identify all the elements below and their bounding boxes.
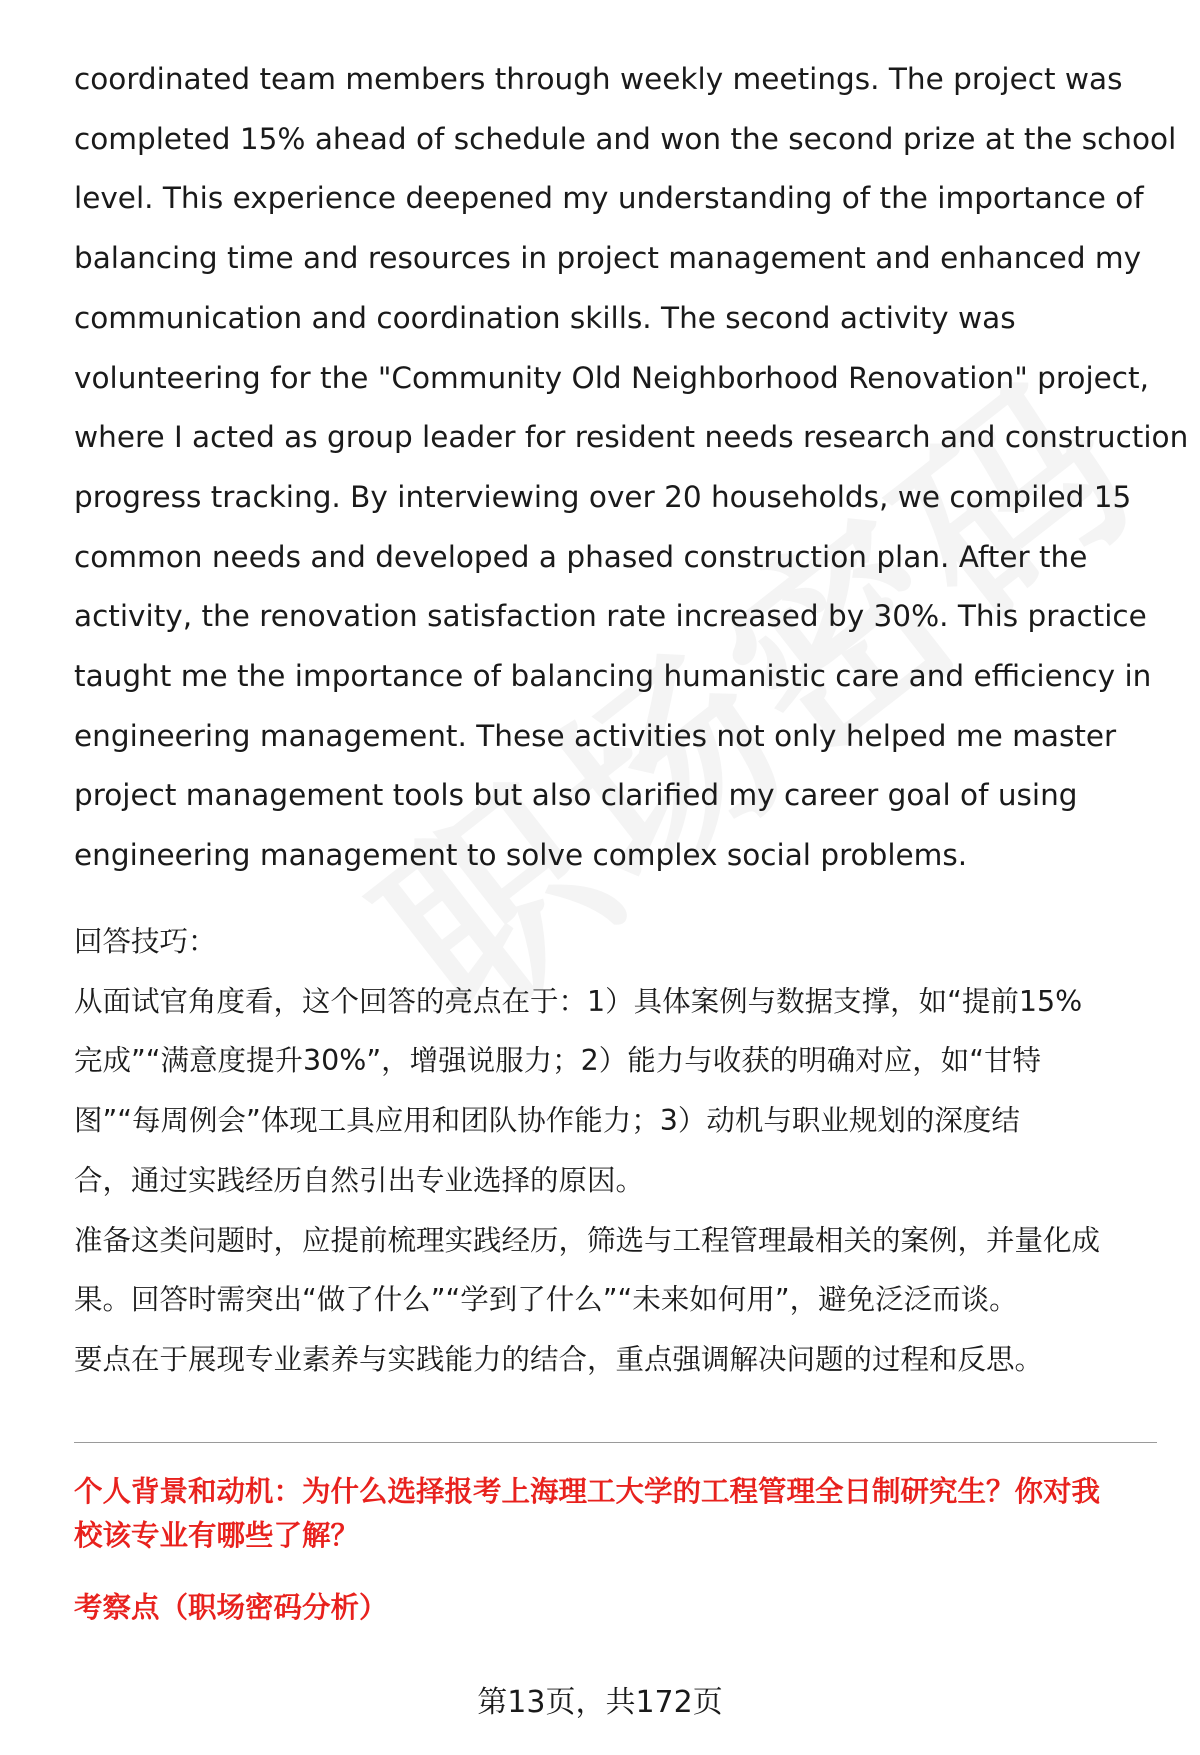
tips-line: 准备这类问题时，应提前梳理实践经历，筛选与工程管理最相关的案例，并量化成 [74,1223,1101,1257]
tips-heading: 回答技巧： [74,925,217,958]
answer-line: completed 15% ahead of schedule and won the second prize at the school [74,121,1177,156]
answer-line: activity, the renovation satisfaction rate increased by 30%. This practice [74,599,1147,634]
tips-line: 从面试官角度看，这个回答的亮点在于：1）具体案例与数据支撑，如“提前15% [74,984,1083,1018]
tips-line: 图”“每周例会”体现工具应用和团队协作能力；3）动机与职业规划的深度结 [74,1104,1020,1138]
answer-line: volunteering for the "Community Old Neighborhood Renovation" project, [74,360,1149,395]
question-heading [74,1470,1164,1558]
answer-line: where I acted as group leader for resident needs research and construction [74,420,1189,455]
answer-line: balancing time and resources in project management and enhanced my [74,241,1142,276]
answer-tips [74,912,1154,1390]
answer-line: progress tracking. By interviewing over 20 households, we compiled 15 [74,479,1132,514]
answer-line: level. This experience deepened my understanding of the importance of [74,181,1144,216]
answer-line: engineering management. These activities not only helped me master [74,718,1117,753]
tips-line: 完成”“满意度提升30%”，增强说服力；2）能力与收获的明确对应，如“甘特 [74,1044,1042,1078]
answer-line: communication and coordination skills. The second activity was [74,300,1016,335]
tips-line: 要点在于展现专业素养与实践能力的结合，重点强调解决问题的过程和反思。 [74,1342,1044,1376]
section-divider [74,1442,1157,1443]
answer-line: common needs and developed a phased construction plan. After the [74,539,1088,574]
assessment-points-label: 考察点（职场密码分析） [74,1591,388,1624]
question-line: 个人背景和动机：为什么选择报考上海理工大学的工程管理全日制研究生？你对我 [74,1475,1101,1508]
tips-line: 果。回答时需突出“做了什么”“学到了什么”“未来如何用”，避免泛泛而谈。 [74,1283,1018,1317]
page-number: 第13页，共172页 [477,1685,723,1720]
answer-paragraph [74,50,1189,886]
answer-line: taught me the importance of balancing humanistic care and efficiency in [74,659,1152,694]
tips-line: 合，通过实践经历自然引出专业选择的原因。 [74,1163,645,1197]
answer-line: project management tools but also clarified my career goal of using [74,778,1078,813]
answer-line: engineering management to solve complex social problems. [74,838,968,873]
question-line: 校该专业有哪些了解？ [74,1519,360,1552]
answer-line: coordinated team members through weekly meetings. The project was [74,62,1123,96]
